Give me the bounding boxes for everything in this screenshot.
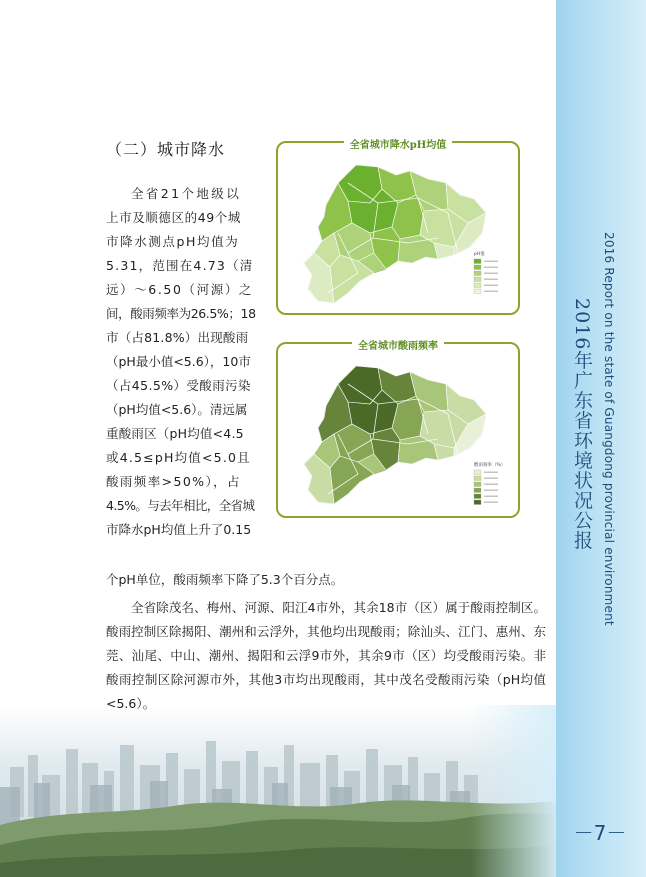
ph-average-map [276,141,520,315]
legend-label-placeholder [484,291,498,292]
ph-map-title: 全省城市降水pH均值 [344,140,452,151]
legend-label-placeholder [484,478,498,479]
paragraph-1-line: 4.5%。与去年相比，全省城 [106,498,255,513]
legend-label-placeholder [484,261,498,262]
legend-swatch [474,289,481,294]
legend-label-placeholder [484,472,498,473]
paragraph-2: 全省除茂名、梅州、河源、阳江4市外，其余18市（区）属于酸雨控制区。酸雨控制区除揭阳、潮州和云浮外，其他均出现酸雨；除汕头、江门、惠州、东莞、汕尾、中山、潮州、揭阳和云浮9市外，其余9市（区）均受酸雨污染。非酸雨控制区除河源市外，其他3市均出现酸雨，其中茂名受酸雨污染（pH均值<5.6）。 [106,600,546,711]
paragraph-1-line: （占45.5%）受酸雨污染 [106,378,251,393]
legend-label-placeholder [484,267,498,268]
legend-swatch [474,500,481,505]
frequency-legend-title: 酸雨频率（%） [474,463,506,468]
legend-swatch [474,283,481,288]
legend-swatch [474,259,481,264]
paragraph-1-line: 酸雨频率>50%），占 [106,474,241,489]
paragraph-1-line: 5.31，范围在4.73（清 [106,258,254,273]
paragraph-1-line: 重酸雨区（pH均值<4.5 [106,426,244,441]
legend-swatch [474,482,481,487]
ph-map-graphic [278,143,518,313]
legend-label-placeholder [484,490,498,491]
paragraph-1-line: 市降水pH均值上升了0.15 [106,522,252,537]
legend-swatch [474,277,481,282]
frequency-map-title: 全省城市酸雨频率 [352,341,444,352]
paragraph-1-tail: 个pH单位，酸雨频率下降了5.3个百分点。 [106,572,344,587]
legend-label-placeholder [484,279,498,280]
legend-swatch [474,476,481,481]
legend-label-placeholder [484,484,498,485]
frequency-map-graphic [278,344,518,516]
paragraph-1-line: 市（占81.8%）出现酸雨 [106,330,249,345]
section-title: （二）城市降水 [106,140,226,159]
report-title-english: 2016 Report on the state of Guangdong provincial environment [602,232,616,626]
paragraph-1-line: 上市及顺德区的49个城 [106,210,242,225]
paragraph-1-line: 市降水测点pH均值为 [106,234,240,249]
page-number: －7－ [573,821,627,845]
paragraph-1-line: （pH最小值<5.6），10市 [106,354,251,369]
report-title-chinese: 2016年广东省环境状况公报 [571,298,593,551]
legend-swatch [474,470,481,475]
legend-label-placeholder [484,502,498,503]
legend-label-placeholder [484,273,498,274]
city-landscape-image [0,705,556,877]
legend-swatch [474,265,481,270]
legend-swatch [474,494,481,499]
legend-label-placeholder [484,285,498,286]
paragraph-1-line: 远）～6.50（河源）之 [106,282,254,297]
ph-legend-title: pH值 [474,252,485,257]
paragraph-1-line: 全省21个地级以 [131,186,242,201]
legend-label-placeholder [484,496,498,497]
legend-swatch [474,488,481,493]
paragraph-1-line: （pH均值<5.6）。清远属 [106,402,248,417]
paragraph-1 [106,182,266,542]
paragraph-1-line: 间，酸雨频率为26.5%；18 [106,306,256,321]
acid-rain-frequency-map [276,342,520,518]
legend-swatch [474,271,481,276]
paragraph-1-line: 或4.5≤pH均值<5.0且 [106,450,251,465]
